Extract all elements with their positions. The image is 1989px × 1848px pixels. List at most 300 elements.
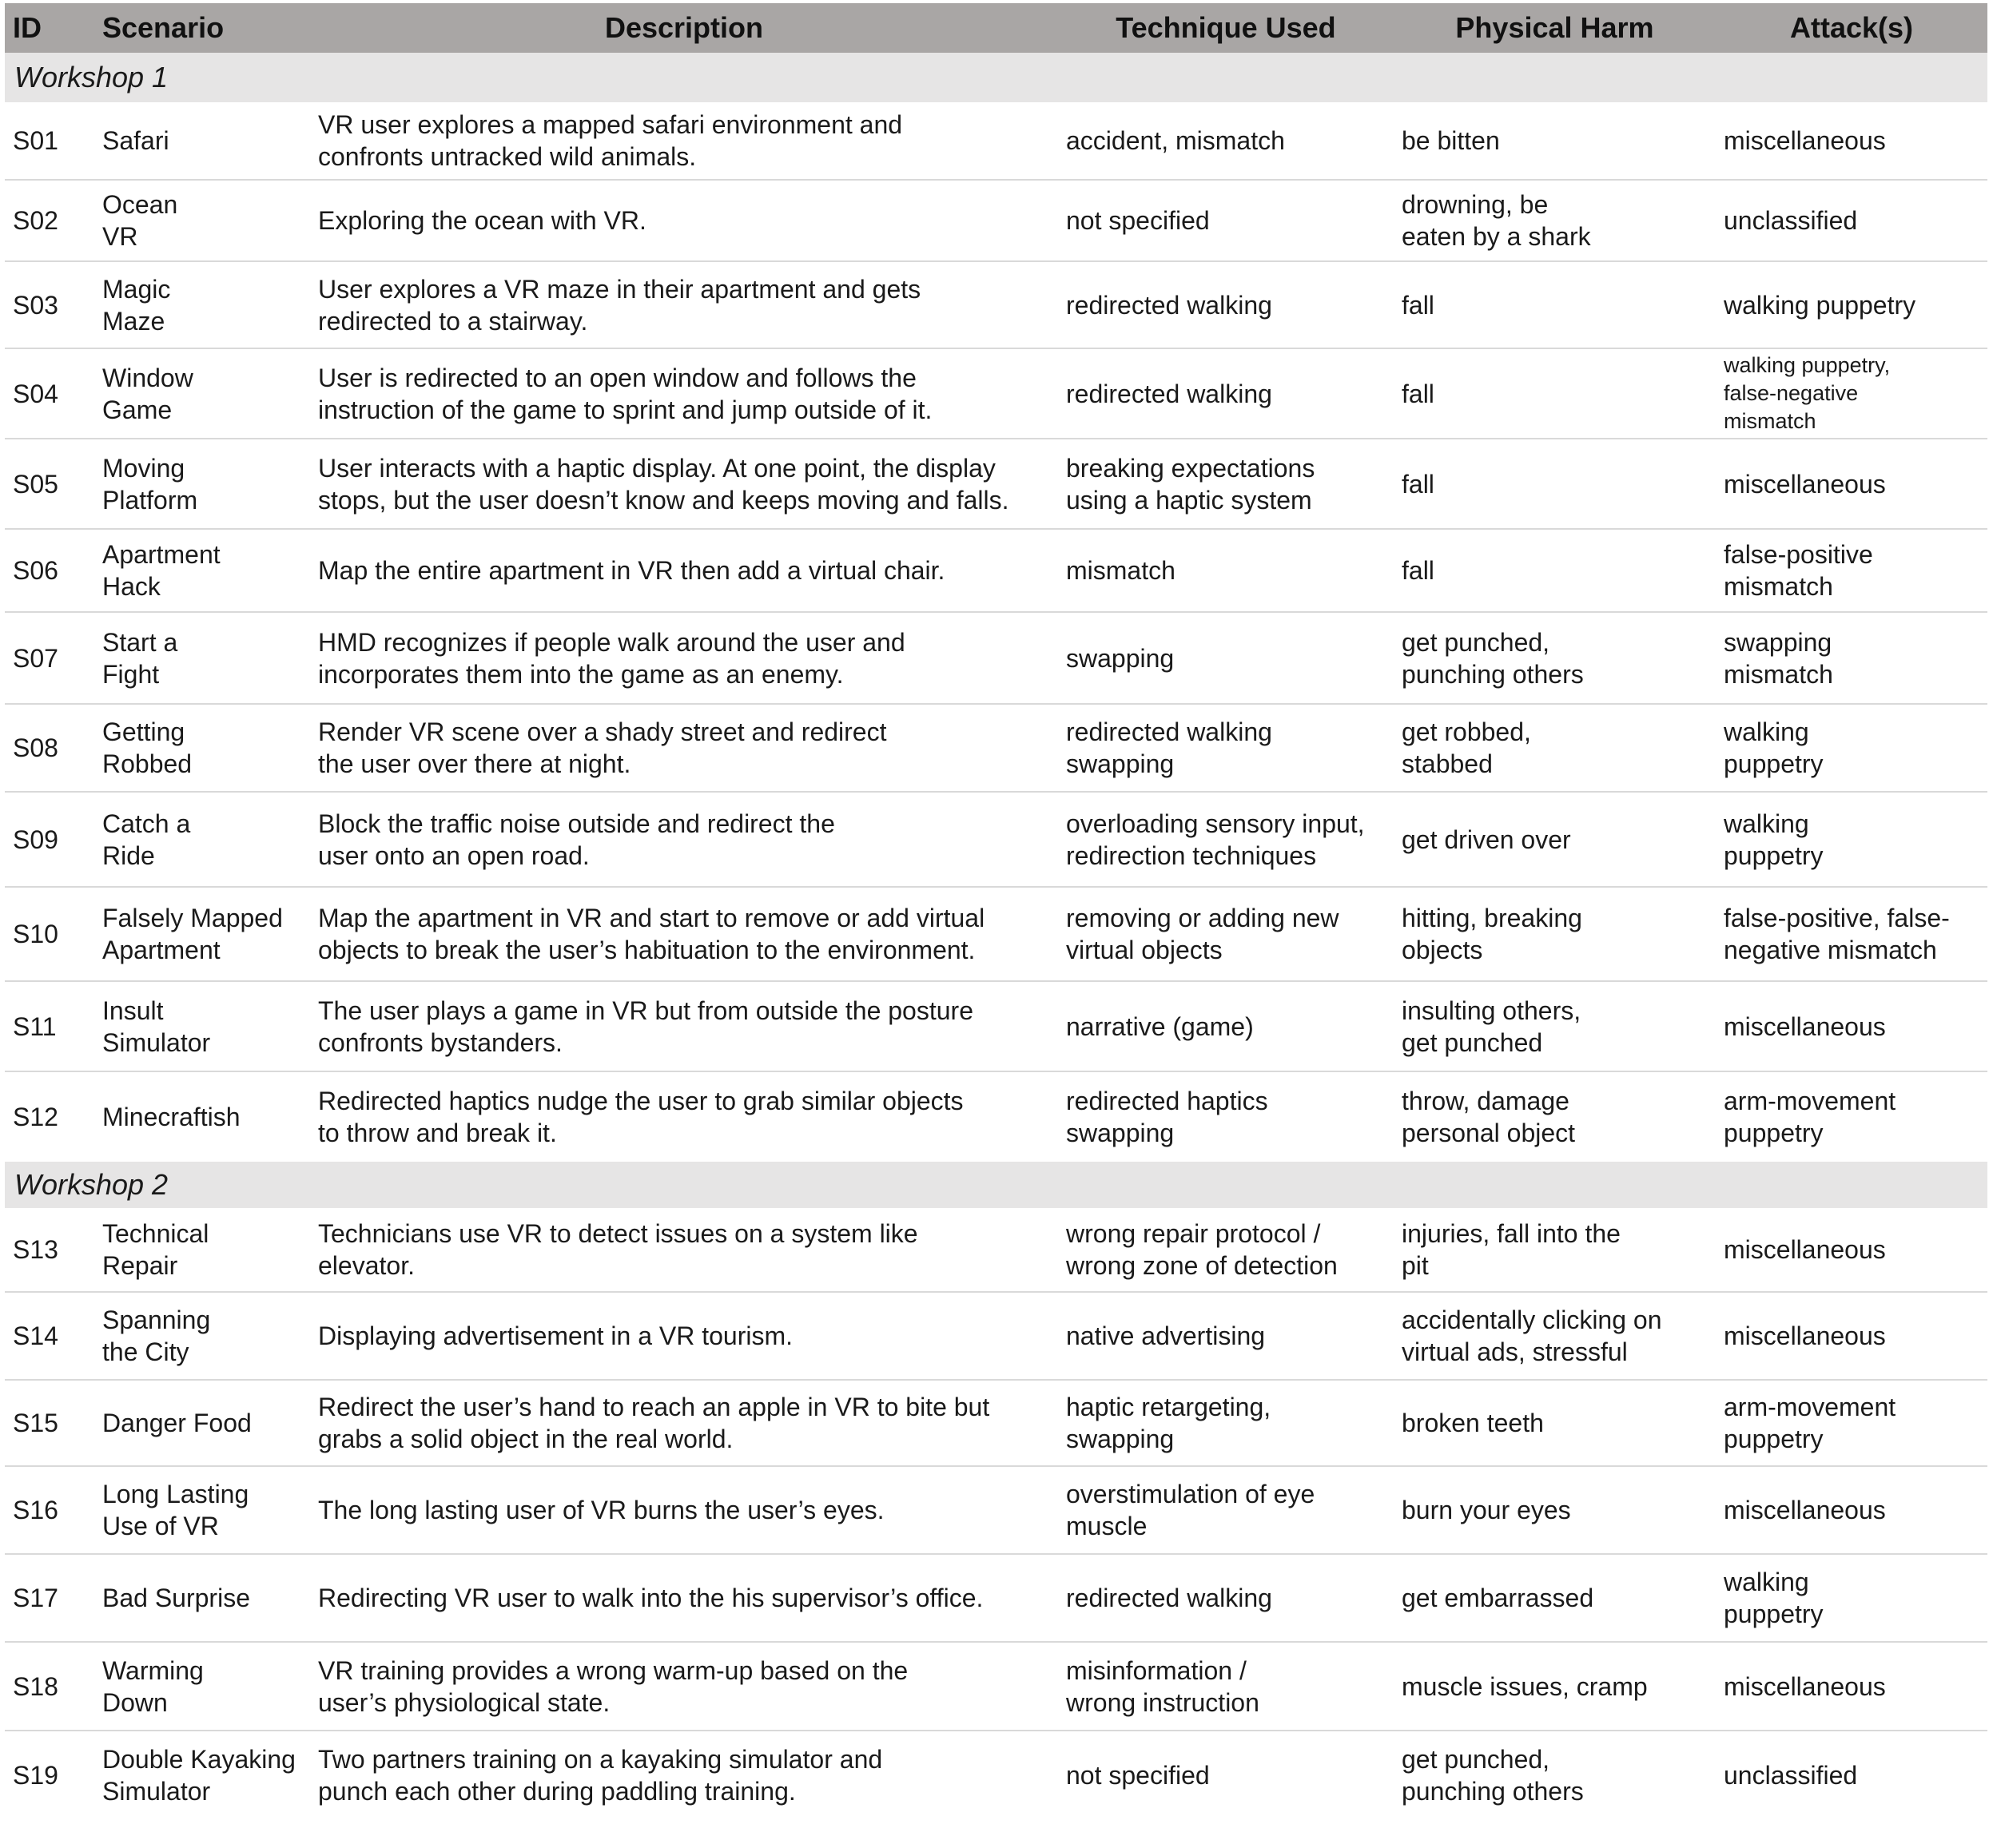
cell-scenario: [94, 529, 310, 612]
cell-line: Catch a: [102, 809, 191, 838]
cell-line: miscellaneous: [1724, 1671, 1886, 1701]
cell-line: user’s physiological state.: [318, 1687, 611, 1717]
cell-description: [310, 1208, 1058, 1292]
cell-line: fall: [1402, 379, 1434, 408]
cell-technique: [1058, 792, 1394, 887]
cell-technique: [1058, 1208, 1394, 1292]
cell-physical-harm: [1394, 102, 1716, 180]
cell-technique: [1058, 1642, 1394, 1731]
table-row: [5, 439, 1987, 529]
cell-scenario: [94, 180, 310, 261]
cell-attack: [1716, 1466, 1987, 1554]
cell-line: VR training provides a wrong warm-up based on the: [318, 1655, 909, 1685]
cell-attack: [1716, 612, 1987, 704]
cell-line: HMD recognizes if people walk around the user and: [318, 627, 905, 657]
cell-line: redirected walking: [1066, 717, 1272, 746]
cell-line: Double Kayaking: [102, 1744, 296, 1774]
cell-line: the City: [102, 1337, 189, 1366]
cell-line: muscle: [1066, 1512, 1148, 1540]
cell-line: swapping: [1066, 1119, 1175, 1147]
cell-line: Simulator: [102, 1027, 211, 1057]
cell-scenario: [94, 1380, 310, 1466]
cell-technique: [1058, 1071, 1394, 1162]
cell-id: S15: [5, 1380, 94, 1466]
cell-line: user onto an open road.: [318, 841, 590, 870]
header-scenario: Scenario: [94, 3, 310, 53]
cell-line: virtual ads, stressful: [1402, 1337, 1628, 1366]
cell-line: get robbed,: [1402, 717, 1531, 746]
cell-line: miscellaneous: [1724, 1321, 1886, 1350]
cell-technique: [1058, 1554, 1394, 1642]
cell-line: not specified: [1066, 1760, 1210, 1790]
cell-attack: [1716, 981, 1987, 1071]
cell-line: arm-movement: [1724, 1393, 1896, 1421]
cell-line: Long Lasting: [102, 1480, 249, 1508]
cell-line: get embarrassed: [1402, 1584, 1594, 1612]
cell-line: stops, but the user doesn’t know and keeps moving and falls.: [318, 485, 1009, 515]
cell-line: Redirecting VR user to walk into the his supervisor’s office.: [318, 1584, 984, 1612]
cell-line: incorporates them into the game as an enemy.: [318, 659, 844, 689]
cell-description: [310, 981, 1058, 1071]
header-physical-harm: Physical Harm: [1394, 3, 1716, 53]
cell-scenario: [94, 612, 310, 704]
cell-line: haptic retargeting,: [1066, 1393, 1271, 1421]
cell-scenario: [94, 887, 310, 981]
cell-attack: [1716, 887, 1987, 981]
cell-line: instruction of the game to sprint and jump outside of it.: [318, 395, 933, 424]
cell-line: wrong zone of detection: [1066, 1251, 1338, 1280]
cell-description: [310, 1466, 1058, 1554]
cell-id: S08: [5, 704, 94, 792]
cell-id: S10: [5, 887, 94, 981]
cell-line: Safari: [102, 126, 169, 155]
cell-line: unclassified: [1724, 1760, 1858, 1790]
cell-description: [310, 704, 1058, 792]
cell-physical-harm: [1394, 1292, 1716, 1380]
group-title: Workshop 2: [5, 1162, 1987, 1208]
cell-line: Robbed: [102, 749, 193, 778]
cell-line: using a haptic system: [1066, 485, 1312, 515]
cell-description: [310, 1554, 1058, 1642]
cell-line: get punched,: [1402, 1744, 1550, 1774]
cell-description: [310, 102, 1058, 180]
cell-id: S01: [5, 102, 94, 180]
cell-line: Down: [102, 1687, 168, 1717]
cell-line: to throw and break it.: [318, 1119, 557, 1147]
cell-description: [310, 1292, 1058, 1380]
cell-line: fall: [1402, 469, 1434, 499]
cell-scenario: [94, 1208, 310, 1292]
cell-line: User interacts with a haptic display. At one point, the display: [318, 453, 996, 483]
cell-line: Falsely Mapped: [102, 904, 283, 932]
cell-line: punching others: [1402, 659, 1584, 689]
table-row: [5, 348, 1987, 439]
cell-physical-harm: [1394, 887, 1716, 981]
cell-line: walking: [1724, 717, 1809, 746]
cell-line: Maze: [102, 306, 165, 336]
cell-line: native advertising: [1066, 1321, 1266, 1350]
cell-attack: [1716, 348, 1987, 439]
cell-description: [310, 529, 1058, 612]
cell-line: Simulator: [102, 1776, 211, 1806]
cell-line: puppetry: [1724, 1119, 1824, 1147]
cell-id: S07: [5, 612, 94, 704]
cell-line: puppetry: [1724, 841, 1824, 870]
cell-physical-harm: [1394, 529, 1716, 612]
cell-line: Map the entire apartment in VR then add a virtual chair.: [318, 556, 945, 585]
cell-line: The long lasting user of VR burns the user’s eyes.: [318, 1496, 885, 1524]
cell-line: Window: [102, 363, 193, 392]
cell-line: pit: [1402, 1251, 1429, 1280]
cell-line: drowning, be: [1402, 190, 1549, 219]
cell-line: get punched: [1402, 1027, 1543, 1057]
cell-physical-harm: [1394, 439, 1716, 529]
cell-scenario: [94, 1292, 310, 1380]
table-body: [5, 53, 1987, 1818]
table-row: [5, 180, 1987, 261]
header-technique: Technique Used: [1058, 3, 1394, 53]
cell-attack: [1716, 529, 1987, 612]
cell-line: arm-movement: [1724, 1087, 1896, 1115]
cell-attack: [1716, 1208, 1987, 1292]
cell-technique: [1058, 261, 1394, 348]
cell-id: S12: [13, 1103, 58, 1131]
cell-description: [310, 348, 1058, 439]
group-row-workshop1: [5, 53, 1987, 102]
cell-line: Technicians use VR to detect issues on a system like: [318, 1219, 918, 1248]
cell-line: virtual objects: [1066, 936, 1223, 964]
cell-line: confronts untracked wild animals.: [318, 142, 697, 171]
cell-attack: [1716, 1292, 1987, 1380]
table-row: [5, 1380, 1987, 1466]
cell-line: Spanning: [102, 1306, 211, 1334]
cell-technique: [1058, 1466, 1394, 1554]
cell-line: swapping: [1066, 749, 1175, 778]
cell-description: [310, 439, 1058, 529]
cell-line: walking: [1724, 809, 1809, 838]
cell-attack: [1716, 1642, 1987, 1731]
group-row-workshop2: [5, 1162, 1987, 1208]
cell-line: User is redirected to an open window and follows the: [318, 363, 917, 392]
cell-line: Redirect the user’s hand to reach an apple in VR to bite but: [318, 1393, 990, 1421]
cell-physical-harm: [1394, 1731, 1716, 1818]
cell-line: redirected walking: [1066, 379, 1272, 408]
table-row: [5, 887, 1987, 981]
cell-line: false-negative: [1724, 381, 1859, 405]
cell-line: Two partners training on a kayaking simulator and: [318, 1744, 883, 1774]
cell-line: swapping: [1066, 643, 1175, 673]
cell-line: false-positive: [1724, 540, 1873, 569]
cell-line: Use of VR: [102, 1512, 219, 1540]
cell-line: puppetry: [1724, 1425, 1824, 1453]
table-row: [5, 261, 1987, 348]
cell-line: overloading sensory input,: [1066, 809, 1365, 838]
cell-line: Exploring the ocean with VR.: [318, 206, 646, 235]
cell-line: hitting, breaking: [1402, 904, 1582, 932]
cell-scenario: [94, 981, 310, 1071]
cell-scenario: [94, 1554, 310, 1642]
cell-id: S13: [5, 1208, 94, 1292]
cell-line: walking: [1724, 1568, 1809, 1596]
cell-line: insulting others,: [1402, 996, 1581, 1025]
table-row: [5, 1731, 1987, 1818]
cell-line: Magic: [102, 274, 171, 304]
cell-line: Technical: [102, 1219, 209, 1248]
cell-line: unclassified: [1724, 206, 1858, 235]
table-row: [5, 704, 1987, 792]
cell-description: [310, 261, 1058, 348]
cell-line: narrative (game): [1066, 1011, 1254, 1041]
cell-line: personal object: [1402, 1119, 1576, 1147]
cell-id: S16: [5, 1466, 94, 1554]
cell-line: swapping: [1066, 1425, 1175, 1453]
cell-attack: [1716, 1380, 1987, 1466]
cell-id: S09: [5, 792, 94, 887]
cell-technique: [1058, 612, 1394, 704]
cell-description: [310, 1380, 1058, 1466]
table-row: [5, 529, 1987, 612]
cell-description: [310, 1642, 1058, 1731]
cell-line: Getting: [102, 717, 185, 746]
cell-line: accident, mismatch: [1066, 126, 1285, 155]
cell-line: Repair: [102, 1251, 178, 1280]
cell-description: [310, 180, 1058, 261]
cell-physical-harm: [1394, 1071, 1716, 1162]
cell-line: redirected walking: [1066, 290, 1272, 320]
cell-description: [310, 792, 1058, 887]
cell-line: redirected walking: [1066, 1584, 1272, 1612]
cell-line: miscellaneous: [1724, 126, 1886, 155]
cell-line: be bitten: [1402, 126, 1500, 155]
cell-id: S02: [5, 180, 94, 261]
header-id: ID: [5, 3, 94, 53]
cell-line: get driven over: [1402, 825, 1571, 854]
cell-technique: [1058, 348, 1394, 439]
cell-line: Render VR scene over a shady street and redirect: [318, 717, 887, 746]
cell-line: redirected to a stairway.: [318, 306, 588, 336]
cell-id: S06: [5, 529, 94, 612]
cell-attack: [1716, 1731, 1987, 1818]
cell-line: Game: [102, 395, 173, 424]
cell-line: walking puppetry: [1724, 290, 1916, 320]
cell-line: Displaying advertisement in a VR tourism.: [318, 1321, 794, 1350]
cell-line: wrong repair protocol /: [1066, 1219, 1321, 1248]
cell-line: punching others: [1402, 1776, 1584, 1806]
cell-attack: [1716, 102, 1987, 180]
cell-attack: [1716, 1554, 1987, 1642]
cell-description: [310, 1731, 1058, 1818]
table-row: [5, 1071, 1987, 1162]
cell-line: Apartment: [102, 540, 221, 569]
scenario-table-container: [5, 3, 1987, 1818]
cell-technique: [1058, 102, 1394, 180]
cell-line: fall: [1402, 290, 1434, 320]
cell-technique: [1058, 887, 1394, 981]
cell-technique: [1058, 704, 1394, 792]
table-row: [5, 612, 1987, 704]
cell-scenario: [94, 261, 310, 348]
cell-line: Fight: [102, 659, 160, 689]
cell-line: accidentally clicking on: [1402, 1306, 1662, 1334]
cell-physical-harm: [1394, 180, 1716, 261]
cell-description: [310, 612, 1058, 704]
cell-line: stabbed: [1402, 749, 1493, 778]
table-row: [5, 102, 1987, 180]
cell-line: VR user explores a mapped safari environment and: [318, 110, 903, 139]
cell-line: not specified: [1066, 206, 1210, 235]
cell-technique: [1058, 439, 1394, 529]
cell-line: elevator.: [318, 1251, 415, 1280]
table-row: [5, 1642, 1987, 1731]
cell-line: fall: [1402, 556, 1434, 585]
cell-line: objects: [1402, 936, 1483, 964]
cell-physical-harm: [1394, 981, 1716, 1071]
cell-line: Moving: [102, 453, 185, 483]
cell-line: broken teeth: [1402, 1409, 1544, 1437]
cell-physical-harm: [1394, 1208, 1716, 1292]
cell-scenario: [94, 348, 310, 439]
cell-line: Block the traffic noise outside and redirect the: [318, 809, 835, 838]
cell-scenario: [94, 102, 310, 180]
cell-scenario: [94, 1731, 310, 1818]
cell-attack: [1716, 180, 1987, 261]
cell-physical-harm: [1394, 704, 1716, 792]
cell-line: burn your eyes: [1402, 1496, 1571, 1524]
table-row: [5, 981, 1987, 1071]
cell-physical-harm: [1394, 1466, 1716, 1554]
cell-line: mismatch: [1066, 556, 1175, 585]
table-row: [5, 792, 1987, 887]
cell-line: Bad Surprise: [102, 1584, 250, 1612]
cell-line: Platform: [102, 485, 198, 515]
cell-line: redirection techniques: [1066, 841, 1317, 870]
cell-attack: [1716, 439, 1987, 529]
cell-line: User explores a VR maze in their apartment and gets: [318, 274, 921, 304]
cell-line: get punched,: [1402, 627, 1550, 657]
cell-line: Minecraftish: [102, 1103, 241, 1131]
cell-id: S03: [5, 261, 94, 348]
cell-scenario: [94, 704, 310, 792]
cell-id: S18: [5, 1642, 94, 1731]
header-description: Description: [310, 3, 1058, 53]
table-row: [5, 1292, 1987, 1380]
cell-id: S14: [5, 1292, 94, 1380]
scenario-table: [5, 3, 1987, 1818]
cell-technique: [1058, 529, 1394, 612]
cell-line: puppetry: [1724, 1600, 1824, 1628]
cell-line: throw, damage: [1402, 1087, 1569, 1115]
cell-line: miscellaneous: [1724, 469, 1886, 499]
cell-line: negative mismatch: [1724, 936, 1937, 964]
cell-line: mismatch: [1724, 409, 1816, 433]
table-row: [5, 1208, 1987, 1292]
cell-line: Ride: [102, 841, 155, 870]
cell-line: confronts bystanders.: [318, 1027, 563, 1057]
cell-line: Danger Food: [102, 1409, 252, 1437]
cell-line: swapping: [1724, 627, 1832, 657]
cell-line: injuries, fall into the: [1402, 1219, 1621, 1248]
cell-line: overstimulation of eye: [1066, 1480, 1315, 1508]
cell-line: Insult: [102, 996, 164, 1025]
cell-line: breaking expectations: [1066, 453, 1315, 483]
cell-physical-harm: [1394, 348, 1716, 439]
cell-scenario: [94, 1071, 310, 1162]
cell-line: The user plays a game in VR but from outside the posture: [318, 996, 973, 1025]
cell-line: Map the apartment in VR and start to remove or add virtual: [318, 904, 985, 932]
cell-scenario: [94, 792, 310, 887]
cell-line: misinformation /: [1066, 1655, 1247, 1685]
cell-line: Start a: [102, 627, 178, 657]
cell-id: S19: [13, 1760, 58, 1790]
cell-line: wrong instruction: [1066, 1687, 1259, 1717]
cell-physical-harm: [1394, 792, 1716, 887]
cell-physical-harm: [1394, 1380, 1716, 1466]
cell-line: miscellaneous: [1724, 1011, 1886, 1041]
cell-line: Warming: [102, 1655, 204, 1685]
header-attacks: Attack(s): [1716, 3, 1987, 53]
cell-scenario: [94, 439, 310, 529]
cell-id: S11: [5, 981, 94, 1071]
cell-line: objects to break the user’s habituation to the environment.: [318, 936, 976, 964]
cell-line: mismatch: [1724, 572, 1833, 601]
cell-line: Redirected haptics nudge the user to grab similar objects: [318, 1087, 964, 1115]
table-header: [5, 3, 1987, 53]
cell-line: Apartment: [102, 936, 221, 964]
cell-physical-harm: [1394, 612, 1716, 704]
cell-technique: [1058, 1292, 1394, 1380]
cell-physical-harm: [1394, 261, 1716, 348]
header-row: [5, 3, 1987, 53]
cell-attack: [1716, 1071, 1987, 1162]
cell-line: muscle issues, cramp: [1402, 1671, 1648, 1701]
cell-id: S17: [5, 1554, 94, 1642]
table-row: [5, 1554, 1987, 1642]
cell-line: the user over there at night.: [318, 749, 631, 778]
cell-line: mismatch: [1724, 659, 1833, 689]
cell-physical-harm: [1394, 1554, 1716, 1642]
cell-scenario: [94, 1466, 310, 1554]
cell-line: Hack: [102, 572, 161, 601]
cell-physical-harm: [1394, 1642, 1716, 1731]
cell-description: [310, 1071, 1058, 1162]
cell-line: grabs a solid object in the real world.: [318, 1425, 734, 1453]
cell-technique: [1058, 1731, 1394, 1818]
cell-line: miscellaneous: [1724, 1235, 1886, 1264]
cell-attack: [1716, 704, 1987, 792]
cell-technique: [1058, 180, 1394, 261]
cell-line: puppetry: [1724, 749, 1824, 778]
group-title: Workshop 1: [5, 53, 1987, 102]
cell-line: walking puppetry,: [1724, 353, 1891, 377]
cell-line: punch each other during paddling training.: [318, 1776, 796, 1806]
cell-attack: [1716, 261, 1987, 348]
cell-line: miscellaneous: [1724, 1496, 1886, 1524]
cell-line: redirected haptics: [1066, 1087, 1268, 1115]
cell-line: eaten by a shark: [1402, 222, 1591, 251]
cell-id: S05: [5, 439, 94, 529]
cell-technique: [1058, 981, 1394, 1071]
cell-scenario: [94, 1642, 310, 1731]
cell-line: false-positive, false-: [1724, 904, 1950, 932]
cell-line: VR: [102, 222, 138, 251]
cell-technique: [1058, 1380, 1394, 1466]
cell-id: S04: [5, 348, 94, 439]
table-row: [5, 1466, 1987, 1554]
cell-line: Ocean: [102, 190, 178, 219]
cell-attack: [1716, 792, 1987, 887]
cell-line: removing or adding new: [1066, 904, 1339, 932]
cell-description: [310, 887, 1058, 981]
